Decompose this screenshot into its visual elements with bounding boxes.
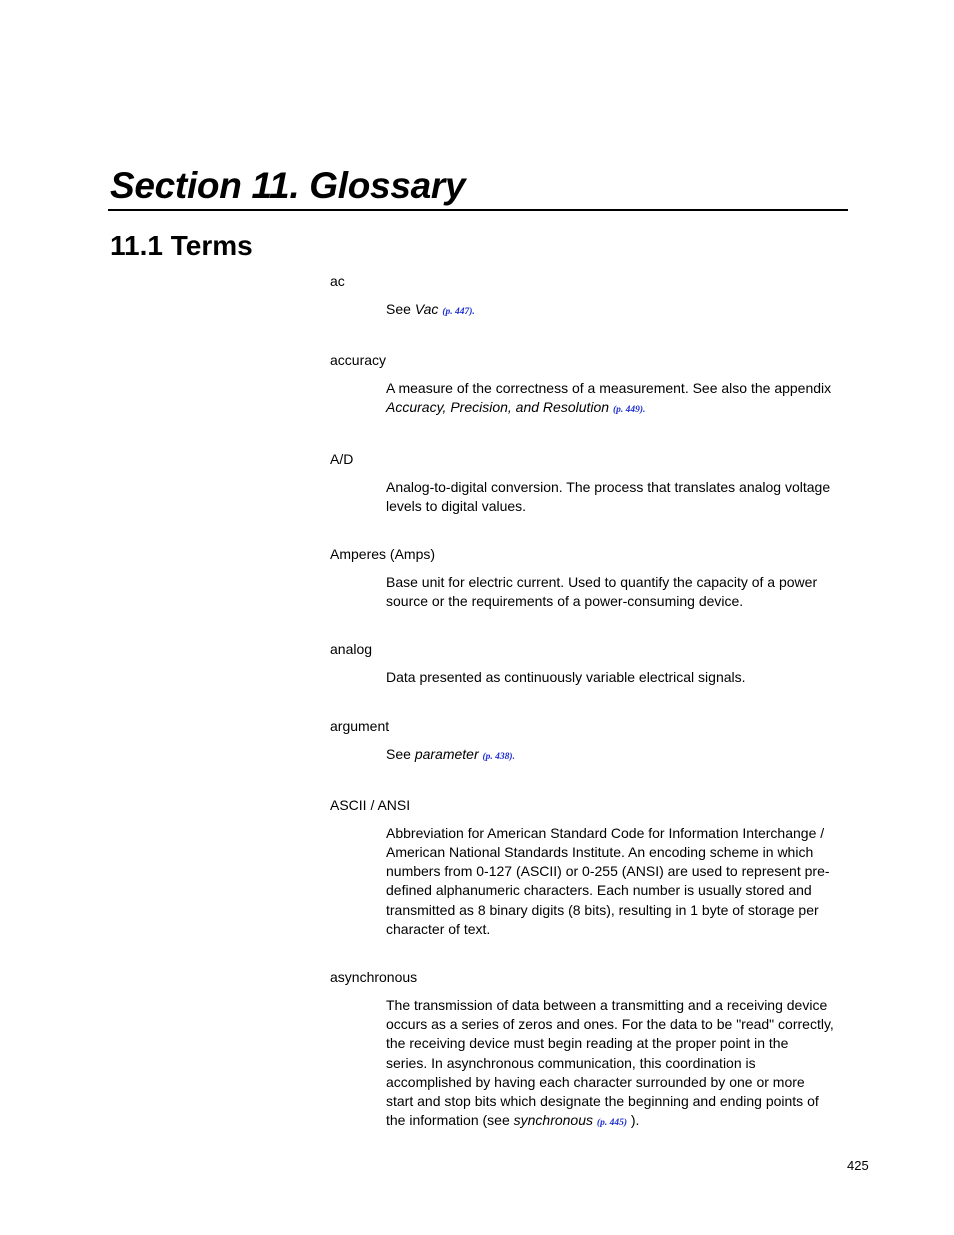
page-number: 425	[847, 1158, 869, 1173]
definition-line	[386, 592, 848, 611]
page-reference-link[interactable]: .	[512, 751, 515, 762]
glossary-term: analog	[330, 641, 373, 658]
glossary-term: ac	[330, 273, 345, 289]
definition-text: ).	[626, 1112, 640, 1129]
definition-text: defined alphanumeric characters. Each number is usually stored and	[386, 882, 812, 899]
definition-text: Base unit for electric current. Used to quantify the capacity of a power	[386, 574, 818, 591]
referenced-term: synchronous	[513, 1112, 594, 1129]
glossary-definition	[386, 824, 848, 939]
definition-line	[386, 573, 848, 592]
definition-line	[386, 881, 848, 900]
definition-text: Data presented as continuously variable electrical signals.	[386, 669, 746, 686]
definition-text: character of text.	[386, 920, 491, 937]
definition-text: the information (see	[386, 1112, 514, 1129]
definition-text: See	[386, 301, 415, 317]
definition-text: source or the requirements of a power-consuming device.	[386, 593, 744, 610]
glossary-term: ASCII / ANSI	[330, 796, 411, 813]
definition-line	[386, 1034, 848, 1053]
definition-text: the receiving device must begin reading at the proper point in the	[386, 1035, 789, 1052]
definition-line	[386, 745, 848, 767]
definition-line	[386, 1092, 848, 1111]
glossary-definition	[386, 745, 848, 767]
section-rule	[108, 209, 848, 211]
definition-line	[386, 843, 848, 862]
referenced-term: Accuracy, Precision, and Resolution	[386, 399, 610, 416]
definition-line	[386, 996, 848, 1015]
referenced-term: Vac	[414, 301, 439, 317]
definition-text: See	[386, 745, 415, 762]
subsection-title: 11.1 Terms	[110, 230, 253, 261]
page-reference-link[interactable]: (p. 445)	[596, 1118, 627, 1129]
definition-line	[386, 862, 848, 881]
definition-line	[386, 920, 848, 939]
page-reference-link[interactable]: (p. 449)	[612, 405, 644, 416]
definition-line	[386, 300, 848, 322]
glossary-definition	[386, 478, 848, 516]
definition-text: transmitted as 8 binary digits (8 bits), resulting in 1 byte of storage per	[386, 901, 819, 918]
definition-line	[386, 398, 848, 420]
page-reference-link[interactable]: (p. 438)	[482, 751, 513, 762]
glossary-term: accuracy	[330, 352, 387, 369]
definition-line	[386, 1073, 848, 1092]
glossary-term: A/D	[330, 450, 354, 467]
definition-text: numbers from 0-127 (ASCII) or 0-255 (ANSI) are used to represent pre-	[386, 863, 830, 880]
definition-line	[386, 901, 848, 920]
definition-line	[386, 1054, 848, 1073]
definition-text: occurs as a series of zeros and ones. For the data to be "read" correctly,	[386, 1016, 834, 1033]
definition-text: series. In asynchronous communication, this coordination is	[386, 1054, 756, 1071]
section-title: Section 11. Glossary	[110, 165, 466, 206]
definition-line	[386, 478, 848, 497]
definition-line	[386, 668, 848, 687]
glossary-definition	[386, 996, 848, 1133]
definition-text: The transmission of data between a transmitting and a receiving device	[386, 997, 828, 1014]
definition-text: Analog-to-digital conversion. The process that translates analog voltage	[386, 478, 831, 495]
glossary-term: asynchronous	[330, 969, 418, 986]
definition-line	[386, 1111, 848, 1133]
definition-text: accomplished by having each character surrounded by one or more	[386, 1073, 805, 1090]
definition-line	[386, 824, 848, 843]
glossary-terms-list	[330, 272, 850, 1162]
definition-text: Abbreviation for American Standard Code for Information Interchange /	[386, 824, 825, 841]
glossary-definition	[386, 668, 848, 687]
glossary-term: argument	[330, 717, 390, 734]
definition-line	[386, 497, 848, 516]
definition-text: A measure of the correctness of a measurement. See also the appendix	[386, 380, 832, 397]
definition-line	[386, 379, 848, 398]
definition-text: start and stop bits which designate the beginning and ending points of	[386, 1093, 819, 1110]
definition-line	[386, 1015, 848, 1034]
page-reference-link[interactable]: (p. 447)	[442, 307, 473, 317]
glossary-definition	[386, 379, 848, 420]
definition-text: American National Standards Institute. An encoding scheme in which	[386, 844, 814, 861]
glossary-definition	[386, 300, 848, 322]
referenced-term: parameter	[414, 745, 479, 762]
page-reference-link[interactable]: .	[472, 307, 475, 317]
page-reference-link[interactable]: .	[643, 405, 646, 416]
glossary-definition	[386, 573, 848, 611]
definition-text: levels to digital values.	[386, 497, 527, 514]
glossary-term: Amperes (Amps)	[330, 546, 436, 563]
